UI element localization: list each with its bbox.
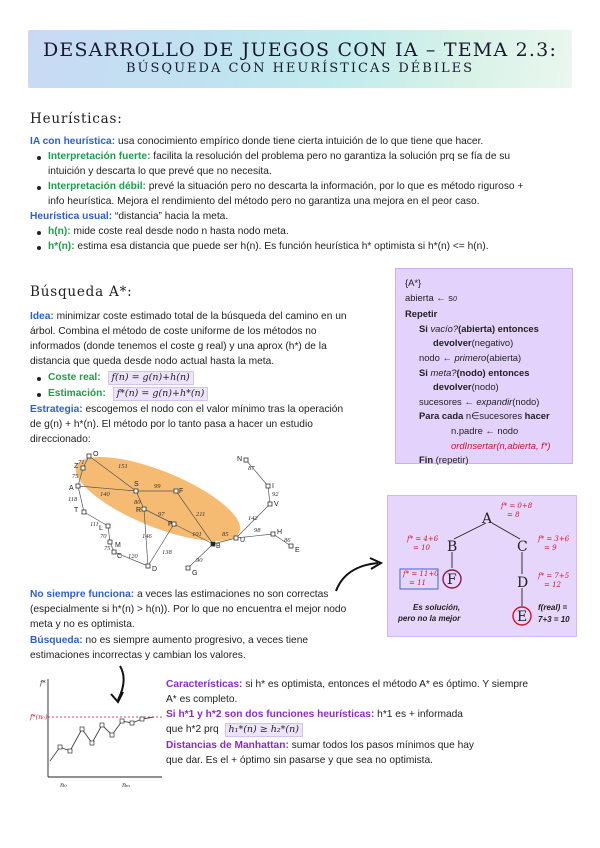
fuerte-text-1: facilita la resolución del problema pero no garantiza la solución prq se fía de su [150,151,511,162]
manhattan-label: Distancias de Manhattan: [166,740,289,751]
edge-label: 90 [196,557,203,564]
f-value: = 9 [544,544,557,552]
map-node [76,484,80,488]
plot-point [120,719,124,723]
tree-node-label: C [517,539,528,555]
node-label: D [152,566,158,573]
bullet-dot [37,156,41,160]
map-node [81,466,85,470]
manhattan-line-1 [166,738,474,754]
estrategia-line-3: direccionado: [30,434,91,445]
fuerte-line-2: intuición y descarta lo que prevé que no necesita. [48,166,272,177]
algo-line: {A*} [405,277,422,288]
edge-label: 75 [104,545,111,552]
edge-label: 142 [248,515,258,522]
node-label: R [136,507,142,514]
node-label: T [74,507,79,514]
estrategia-line-1 [30,402,343,418]
algo-keyword: Si [419,366,431,378]
hn-text: mide coste real desde nodo n hasta nodo meta. [70,226,289,237]
edge-label: 75 [72,473,79,480]
h1h2-line-2 [166,722,303,738]
manhattan-line-2: que dar. Es el + óptimo sin pasarse y que sea no optimista. [166,755,434,766]
fuerte-label: Interpretación fuerte: [48,151,151,162]
algo-keyword: hacer [522,410,550,422]
manhattan-text-1: sumar todos los pasos mínimos que hay [288,740,475,751]
algo-line [405,351,563,366]
heuristica-usual-text: “distancia” hacia la meta. [112,211,229,222]
edge-label: 146 [142,533,152,540]
estimacion-formula: f*(n) = g(n)+h*(n) [113,387,209,401]
f-value: f* = 11+0 [403,570,439,578]
coste-real-line [48,370,194,386]
tree-node-label: E [517,609,528,625]
node-label: A [69,485,74,492]
h1h2-formula: h₁*(n) ≥ h₂*(n) [225,723,303,737]
algo-keyword: (abierta) entonces [458,322,539,334]
debil-line-1 [48,179,523,195]
no-siempre-label: No siempre funciona: [30,589,135,600]
tree-note: Es solución, [413,603,461,612]
edge-label: 140 [100,491,110,498]
estimacion-line [48,386,208,402]
algo-line [405,395,563,410]
algo-text: (abierta) [486,351,522,363]
tree-note: pero no la mejor [398,614,461,623]
plot-x-tick: nₘ [122,781,131,789]
algo-text: (nodo) [512,395,540,407]
estrategia-line-2: de g(n) + h*(n). El método por lo tanto pasa a hacer un estudio [30,419,313,430]
caracteristicas-line-1 [166,677,528,693]
ia-heuristica-text: usa conocimiento empírico donde tiene cierta intuición de lo que tiene que hacer. [115,136,484,147]
algo-line: n.padre ← nodo [451,424,519,436]
caracteristicas-label: Características: [166,679,243,690]
algo-keyword: devolver [433,337,472,349]
bullet-dot [37,246,41,250]
f-value: f* = 3+6 [538,535,570,543]
edge-label: 92 [272,491,279,498]
edge-label: 138 [162,549,172,556]
node-label: H [277,529,283,536]
title-line-2: BÚSQUEDA CON HEURÍSTICAS DÉBILES [126,61,474,76]
f-star-plot [30,673,166,791]
plot-point [110,733,114,737]
plot-labels [30,679,130,789]
hstar-label: h*(n): [48,241,75,252]
caracteristicas-text-1: si h* es optimista, entonces el método A* es óptimo. Y siempre [242,679,529,690]
edge-label: 70 [100,533,107,540]
edge-label: 101 [192,531,202,538]
f-value: f* = 7+5 [538,572,570,580]
search-direction-ellipse [66,446,250,558]
tree-diagram [388,496,578,638]
algo-function: expandir [476,395,513,407]
map-node [142,507,146,511]
map-node [271,532,275,536]
node-label: E [295,547,300,554]
node-label: C [117,553,123,560]
ia-heuristica-line [30,134,483,150]
hn-label: h(n): [48,226,71,237]
algo-line: Repetir [405,308,438,320]
bullet-dot [37,186,41,190]
algo-keyword: (nodo) entonces [456,366,530,378]
algo-line [405,291,563,308]
map-node [211,542,215,546]
tree-node-label: A [482,511,493,527]
title-banner [28,30,572,88]
heuristicas-heading: Heurísticas: [30,111,123,127]
idea-line-3: informados (donde tenemos el coste g real) y una aprox (h*) de la [30,341,327,352]
node-label: M [115,542,121,549]
fuerte-line-1 [48,149,510,165]
algo-line [405,366,563,381]
algo-text: nodo ← [419,351,455,363]
algo-text: (negativo) [471,337,514,349]
map-node [244,458,248,462]
node-label: B [216,543,221,550]
node-label: F [179,488,184,495]
edge-label: 86 [284,537,291,544]
node-label: N [237,456,243,463]
plot-point [90,741,94,745]
astar-tree-example [387,495,577,637]
node-label: Z [74,463,79,470]
bullet-dot [37,231,41,235]
edge-label: 87 [248,465,255,472]
node-label: L [99,525,103,532]
plot-point [58,745,62,749]
tree-note: 7+3 = 10 [538,615,570,624]
h1h2-line-1 [166,707,463,723]
edge-label: 120 [128,553,138,560]
no-siempre-line-3: meta y no es optimista. [30,619,135,630]
algo-keyword: Para cada [419,410,466,422]
f-value: f* = 0+8 [501,502,533,510]
edge-label: 211 [196,511,206,518]
busqueda-label: Búsqueda: [30,635,83,646]
map-node [146,564,150,568]
tree-node-label: D [517,575,529,591]
astar-algorithm-box [395,268,573,464]
map-node [108,540,112,544]
heuristica-usual-line [30,209,228,225]
tree-node-label: F [447,572,457,588]
idea-label: Idea: [30,311,54,322]
algo-function: primero [454,351,487,363]
algo-subscript: 0 [452,295,457,303]
map-node [106,524,110,528]
estrategia-label: Estrategia: [30,404,83,415]
debil-text-1: prevé la situación pero no descarta la información, por lo que es método riguroso + [145,181,524,192]
heuristica-usual-label: Heurística usual: [30,211,113,222]
plot-point [140,717,144,721]
plot-x-tick: n₀ [60,781,67,789]
edge-label: 97 [158,511,165,518]
map-node [234,536,238,540]
no-siempre-line-2: (especialmente si h*(n) > h(n)). Por lo que no encuentra el mejor nodo [30,604,347,615]
map-node [82,510,86,514]
no-siempre-text-1: a veces las estimaciones no son correctas [134,589,329,600]
map-node [134,489,138,493]
h1h2-text: h*1 es + informada [374,709,463,720]
algo-line [405,322,563,337]
caracteristicas-line-2: A* es completo. [166,694,238,705]
algo-line [405,336,563,351]
tree-note: f(real) = [538,603,568,612]
edge-label: 80 [134,499,141,506]
search-map-graph [58,446,320,582]
bullet-dot [37,393,41,397]
h1h2-label: Si h*1 y h*2 son dos funciones heurísticas: [166,709,375,720]
f-value: f* = 4+6 [407,535,439,543]
plot-point [130,721,134,725]
hn-line [48,224,289,240]
idea-text-1: minimizar coste estimado total de la búsqueda del camino en un [53,311,347,322]
node-label: U [240,537,246,544]
bullet-dot [37,377,41,381]
algo-line [405,380,563,395]
coste-real-formula: f(n) = g(n)+h(n) [108,371,194,385]
tree-node-label: B [447,539,458,555]
algo-text: abierta ← s [405,291,453,303]
edge-label: 71 [78,459,85,466]
node-label: O [93,451,99,458]
node-label: G [192,570,198,577]
estimacion-label: Estimación: [48,388,106,399]
algo-text: (repetir) [435,454,469,466]
algo-line [405,453,563,468]
edge-label: 99 [154,483,161,490]
title-line-1: DESARROLLO DE JUEGOS CON IA – TEMA 2.3: [42,39,558,61]
plot-points [58,717,144,753]
ia-heuristica-label: IA con heurística: [30,136,116,147]
algo-line [405,409,563,424]
map-node [87,454,91,458]
plot-hline-label: f*(n₀) [30,713,48,721]
node-label: V [274,501,279,508]
algo-text: (nodo) [471,381,499,393]
f-value: = 11 [409,579,426,587]
debil-line-2: info heurística. Mejora el rendimiento del método pero no garantiza una mejora en el peor caso. [48,196,480,207]
coste-real-label: Coste real: [48,372,101,383]
algo-keyword: Fin [419,454,436,466]
debil-label: Interpretación débil: [48,181,146,192]
f-value: = 10 [413,544,430,552]
no-siempre-line-1 [30,587,328,603]
node-label: S [134,481,139,488]
map-node [174,489,178,493]
algo-text: n∈sucesores [465,410,523,422]
hstar-line [48,239,489,255]
idea-line-4: distancia que queda desde nodo actual hasta la meta. [30,356,275,367]
edge-label: 111 [90,521,99,528]
astar-heading: Búsqueda A*: [30,284,133,300]
map-node [112,550,116,554]
edge-label: 98 [254,527,261,534]
f-value: = 12 [544,581,561,589]
algo-text: sucesores ← [419,395,477,407]
estrategia-text-1: escogemos el nodo con el valor mínimo tras la operación [82,404,344,415]
edge-label: 118 [68,496,78,503]
edge-label: 151 [118,463,128,470]
map-node [266,484,270,488]
algo-function: vacío? [430,322,459,334]
busqueda-line-2: estimaciones incorrectas y cambian los valores. [30,650,246,661]
algo-keyword: Si [419,322,431,334]
node-label: I [272,483,274,490]
edge-label: 85 [222,531,229,538]
idea-line-1 [30,309,347,325]
tree-notes [397,603,570,624]
map-node [268,502,272,506]
curved-arrow-icon [332,555,388,595]
h1h2-text-2: que h*2 prq [166,724,219,735]
plot-y-label: f* [40,679,46,687]
plot-point [68,749,72,753]
algo-function: meta? [430,366,457,378]
map-node [186,566,190,570]
map-node [289,544,293,548]
node-label: P [168,521,173,528]
f-value: = 8 [507,511,520,519]
hstar-text: estima esa distancia que puede ser h(n). Es función heurística h* optimista si h*(n) <= h(n). [74,241,489,252]
algo-keyword: devolver [433,381,472,393]
busqueda-text-1: no es siempre aumento progresivo, a veces tiene [82,635,309,646]
idea-line-2: árbol. Combina el método de coste uniforme de los métodos no [30,326,317,337]
plot-point [100,723,104,727]
plot-point [80,727,84,731]
busqueda-line-1 [30,633,308,649]
tree-edges [452,523,522,606]
algo-line: ordInsertar(n,abierta, f*) [451,439,551,451]
